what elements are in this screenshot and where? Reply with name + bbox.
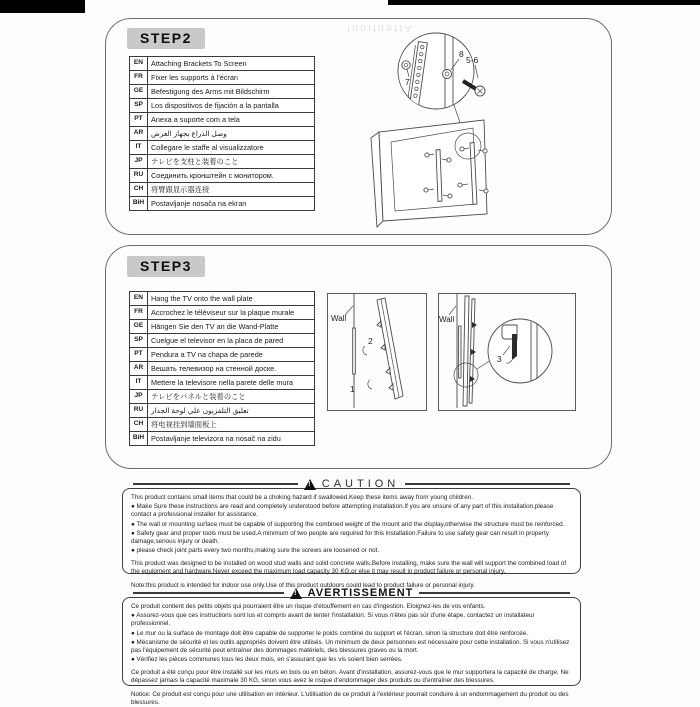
avertissement-bullet-list xyxy=(131,612,572,664)
language-text: Cuelgue el televisor en la placa de pared xyxy=(148,334,315,348)
language-text: Вешать телевизор на стенной доске. xyxy=(148,362,315,376)
avertissement-title: AVERTISSEMENT xyxy=(307,587,414,599)
caution-bullet: ● The wall or mounting surface must be capable of supporting the combined weight of the mount and the display,otherwise the structure must be reinforced. xyxy=(131,520,565,528)
language-row xyxy=(130,85,315,99)
language-row xyxy=(130,155,315,169)
part3-label: 3 xyxy=(497,354,502,364)
avertissement-bullet: ● Vérifiez les pièces communes tous les deux mois, en s'assurant que les vis soient bien serrées. xyxy=(131,656,403,664)
title-rule-right xyxy=(405,483,570,485)
step2-diagram xyxy=(326,21,614,229)
language-row xyxy=(130,183,315,197)
language-text: Hängen Sie den TV an die Wand-Platte xyxy=(148,320,315,334)
title-rule-left xyxy=(133,483,298,485)
caution-note: Note:this product is intended for indoor use only.Use of this product outdoors could lead to product failure or personal injury. xyxy=(131,581,475,589)
avertissement-bullet: ● Le mur ou la surface de montage doit être capable de supporter le poids combiné du support et l'écran, sinon la structure doit être renforcée. xyxy=(131,629,529,637)
language-row xyxy=(130,141,315,155)
language-code: AR xyxy=(130,362,148,376)
language-row xyxy=(130,99,315,113)
language-text: Postavljanje nosača na ekran xyxy=(148,197,315,211)
language-row xyxy=(130,71,315,85)
language-text: Pendura a TV na chapa de parede xyxy=(148,348,315,362)
language-text: テレビをパネルと装着のこと xyxy=(148,390,315,404)
bleedthrough-text: Attention! xyxy=(345,22,412,34)
motion-arrow xyxy=(368,380,372,389)
wall-label: Wall xyxy=(439,315,455,324)
language-code: SP xyxy=(130,99,148,113)
avertissement-load-paragraph: Ce produit a été conçu pour être installé sur les murs en bois ou en béton. Avant d'installation, assurez-vous que le mur supportera la capacité de charge. Ne dépassez jamais la capacité maximale 30 KG, sinon vous avez le risque d'endommager des produits ou d'entraîner des blessures. xyxy=(131,669,569,685)
part1-label: 1 xyxy=(350,384,355,394)
avertissement-header xyxy=(133,586,570,600)
leader-line xyxy=(477,360,491,369)
step2-title-badge: STEP2 xyxy=(127,28,205,49)
language-code: GE xyxy=(130,85,148,99)
language-text: Collegare le staffe al visualizzatore xyxy=(148,141,315,155)
warning-icon xyxy=(290,588,302,599)
language-code: AR xyxy=(130,127,148,141)
tv-illustration xyxy=(371,120,488,227)
detail-circle xyxy=(488,319,552,383)
language-text: Attaching Brackets To Screen xyxy=(148,57,315,71)
language-row xyxy=(130,113,315,127)
language-text: Соединить кронштейн с монитором. xyxy=(148,169,315,183)
wall-plate xyxy=(459,326,461,378)
caution-header xyxy=(133,477,570,491)
part7-label: 7 xyxy=(405,77,410,87)
language-code: GE xyxy=(130,320,148,334)
language-row xyxy=(130,404,315,418)
part8-label: 8 xyxy=(459,49,464,59)
language-row xyxy=(130,362,315,376)
language-text: Anexa a suporte com a tela xyxy=(148,113,315,127)
caution-load-paragraph: This product was designed to be installed on wood stud walls and solid concrete walls.Before installing, make sure the wall will support the combined load of the equipment and hardware.Never exceed the maximum load capacity 30 KG,or else it may result in product failure or personal injury. xyxy=(131,560,567,576)
caution-box xyxy=(122,478,581,589)
caution-bullet-list xyxy=(131,503,572,555)
language-text: تعليق التلفزيون علي لوحة الجدار xyxy=(148,404,315,418)
language-code: JP xyxy=(130,155,148,169)
language-text: Postavljanje televizora na nosač na zidu xyxy=(148,432,315,446)
language-text: Befestigung des Arms mit Bildschirm xyxy=(148,85,315,99)
language-row xyxy=(130,169,315,183)
wall-label: Wall xyxy=(331,314,347,323)
language-text: Fixer les supports à l'écran xyxy=(148,71,315,85)
scan-artifact-bar-left xyxy=(0,0,85,13)
step2-panel xyxy=(105,18,612,235)
caution-title: CAUTION xyxy=(321,478,400,490)
language-code: IT xyxy=(130,141,148,155)
language-row xyxy=(130,306,315,320)
avertissement-bullet: ● Mécanisme de sécurité et les outils appropriés doivent être utilisés. Un minimum de deux personnes est nécessaire pour cette installation. Si vous n'utilisez pas l'équipement de sécurité peut entraîner des dommages matériels, des blessures graves ou la mort. xyxy=(131,638,570,654)
motion-arrow xyxy=(363,346,367,355)
language-code: PT xyxy=(130,113,148,127)
language-row xyxy=(130,334,315,348)
language-code: RU xyxy=(130,404,148,418)
language-text: 将臂跟显示器连接 xyxy=(148,183,315,197)
hang-diagram-svg xyxy=(328,294,424,408)
language-text: Hang the TV onto the wall plate xyxy=(148,292,315,306)
step3-diagram-lock xyxy=(438,293,576,411)
caution-bullet: ● please check joint parts every two months,making sure the screws are loosened or not. xyxy=(131,547,380,555)
language-row xyxy=(130,292,315,306)
language-code: JP xyxy=(130,390,148,404)
scan-artifact-bar-right xyxy=(388,0,700,5)
step3-title-badge: STEP3 xyxy=(127,256,205,277)
step3-language-table xyxy=(129,291,315,446)
part2-label: 2 xyxy=(368,336,373,346)
avertissement-bullet: ● Assurez-vous que ces instructions sont lus et compris avant de tenter l'installation. Si vous n'êtes pas sûr d'une étape, contactez un installateur professionnel. xyxy=(131,612,535,628)
language-row xyxy=(130,57,315,71)
caution-bullet: ● Safety gear and proper tools must be used.A minimum of two people are required for this installation.Failure to use safety gear can result in property damage,serious injury or death. xyxy=(131,529,549,545)
language-text: Mettere la televisore nella parete delle mura xyxy=(148,376,315,390)
language-code: EN xyxy=(130,57,148,71)
caution-bullet: ● Make Sure these instructions are read and completely understood before attempting installation.If you are unsure of any part of this installation,please contact a professional installer for assistance. xyxy=(131,503,554,519)
language-code: RU xyxy=(130,169,148,183)
avertissement-box xyxy=(122,587,581,706)
language-code: FR xyxy=(130,306,148,320)
language-row xyxy=(130,320,315,334)
language-row xyxy=(130,376,315,390)
title-rule-left xyxy=(133,592,284,594)
language-row xyxy=(130,197,315,211)
lock-diagram-svg xyxy=(439,294,573,408)
language-code: CH xyxy=(130,418,148,432)
title-rule-right xyxy=(419,592,570,594)
language-row xyxy=(130,432,315,446)
part56-label: 5-6 xyxy=(466,55,479,65)
step2-language-table xyxy=(129,56,315,211)
language-text: وصل الذراع بجهاز العرض xyxy=(148,127,315,141)
language-code: BiH xyxy=(130,197,148,211)
language-code: SP xyxy=(130,334,148,348)
detail-circle xyxy=(398,33,474,109)
language-row xyxy=(130,348,315,362)
warning-icon xyxy=(304,479,316,490)
language-text: テレビを支柱と装着のこと xyxy=(148,155,315,169)
language-row xyxy=(130,127,315,141)
language-code: IT xyxy=(130,376,148,390)
caution-intro: This product contains small items that could be a choking hazard if swallowed.Keep these items away from young children. xyxy=(131,494,473,501)
language-code: PT xyxy=(130,348,148,362)
language-code: CH xyxy=(130,183,148,197)
language-text: 将电视挂到墙面板上 xyxy=(148,418,315,432)
language-code: FR xyxy=(130,71,148,85)
language-code: EN xyxy=(130,292,148,306)
language-row xyxy=(130,418,315,432)
language-text: Accrochez le téléviseur sur la plaque murale xyxy=(148,306,315,320)
language-text: Los dispositivos de fijación a la pantalla xyxy=(148,99,315,113)
language-code: BiH xyxy=(130,432,148,446)
avertissement-intro: Ce produit contient des petits objets qui pourraient être un risque d'étouffement en cas d'ingestion. Eloignez-les de vos enfants. xyxy=(131,603,486,610)
language-row xyxy=(130,390,315,404)
tilted-tv xyxy=(377,298,403,399)
avertissement-note: Notice: Ce produit est conçu pour une utilisation en intérieur. L'utilisation de ce produit à l'extérieur pourrait conduire à un endommagement du produit ou des blessures. xyxy=(131,690,569,706)
wall-plate xyxy=(353,328,356,374)
step3-panel xyxy=(105,245,612,469)
mounted-tv xyxy=(463,296,477,406)
step3-diagram-hang xyxy=(327,293,427,411)
